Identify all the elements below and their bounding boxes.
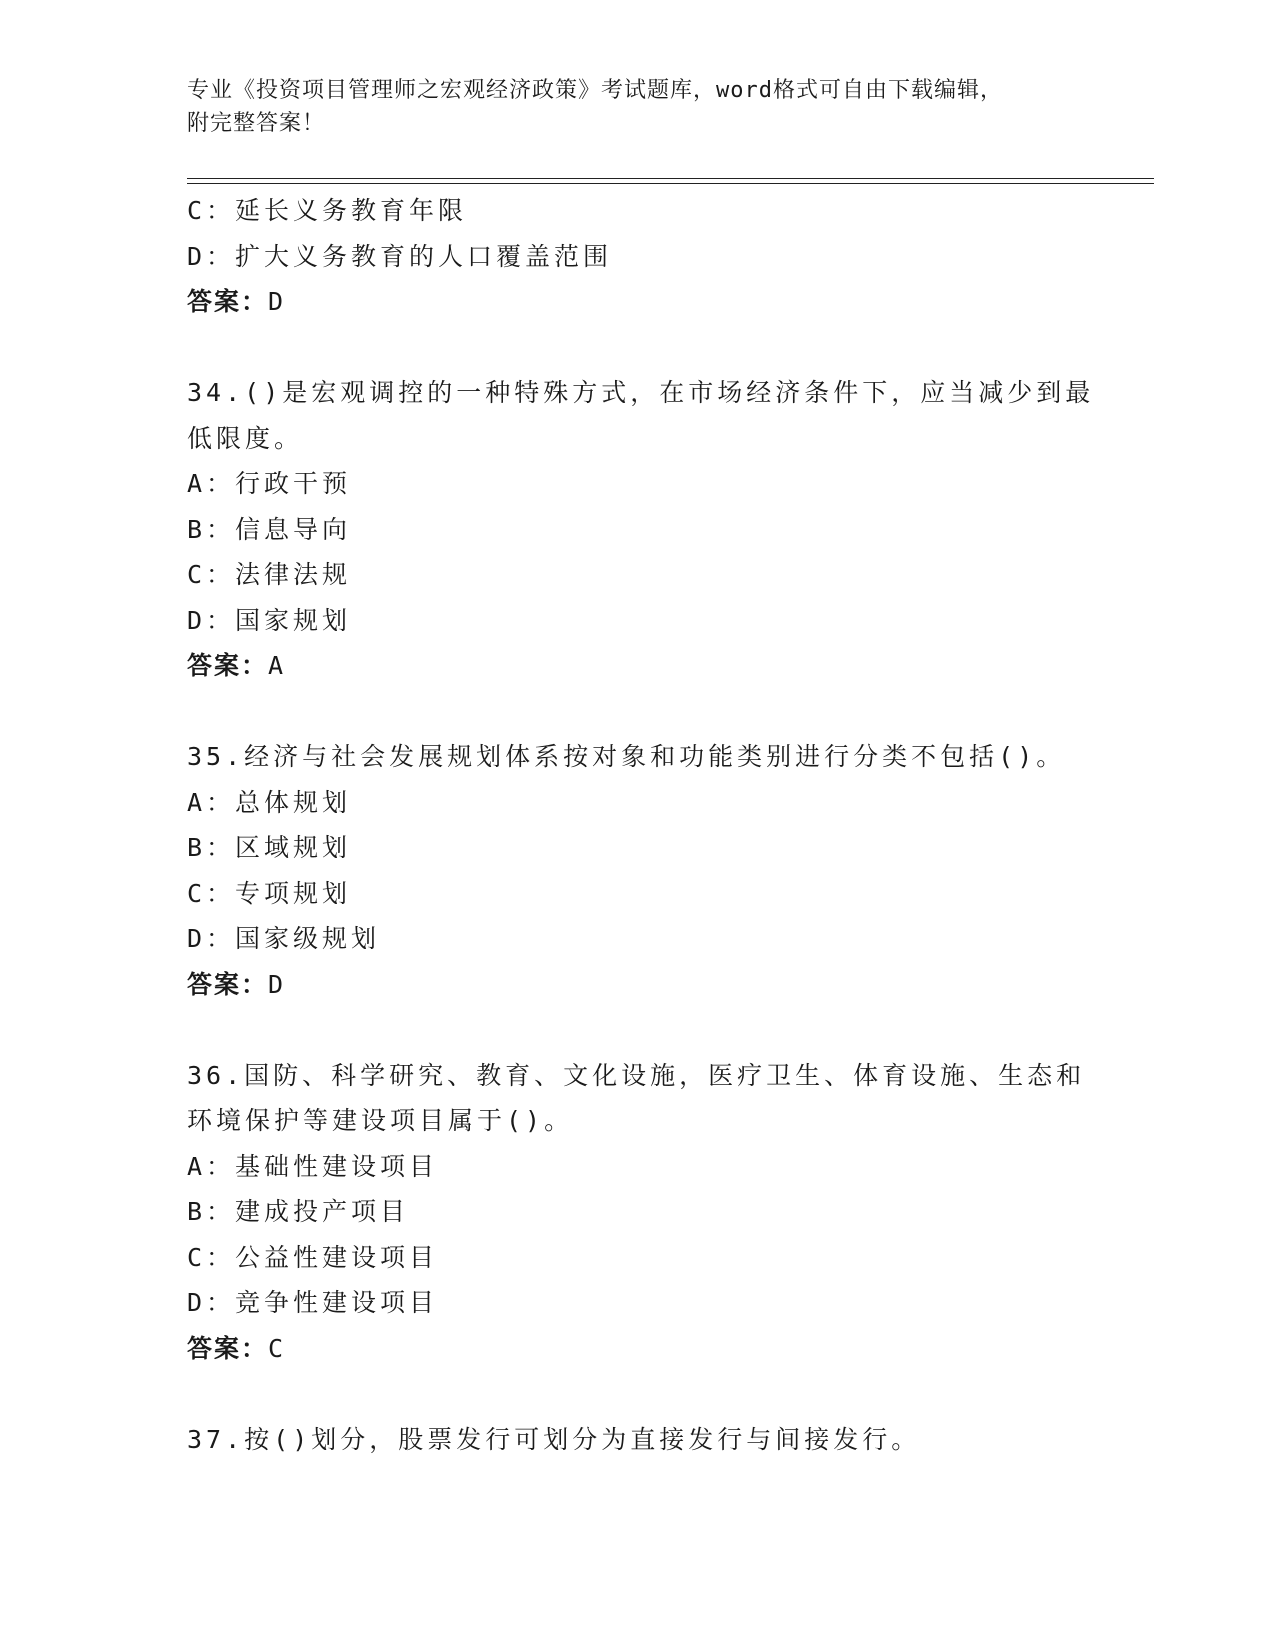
question-stem: 34.()是宏观调控的一种特殊方式，在市场经济条件下，应当减少到最	[187, 378, 1095, 407]
option-d: D：国家规划	[187, 605, 352, 635]
option-c: C：法律法规	[187, 560, 352, 589]
spacer	[187, 689, 1087, 735]
question-stem: 37.按()划分，股票发行可划分为直接发行与间接发行。	[187, 1424, 921, 1454]
question-34	[187, 370, 1095, 689]
header-line-2: 附完整答案！	[187, 111, 326, 136]
question-37	[187, 1417, 1087, 1463]
answer-line	[187, 962, 1087, 1008]
option-a: A：基础性建设项目	[187, 1151, 439, 1181]
option-c: C：专项规划	[187, 878, 352, 908]
answer-label: 答案：	[187, 287, 269, 316]
spacer	[187, 1007, 1087, 1053]
answer-value: D	[268, 287, 286, 316]
option-a: A：行政干预	[187, 469, 352, 498]
option-b: B：建成投产项目	[187, 1197, 410, 1226]
document-header	[187, 74, 1087, 140]
option-c: C：公益性建设项目	[187, 1242, 439, 1272]
question-36	[187, 1053, 1087, 1372]
answer-value: C	[268, 1333, 286, 1363]
answer-line	[187, 643, 1087, 689]
answer-line	[187, 1326, 1087, 1372]
question-stem: 36.国防、科学研究、教育、文化设施，医疗卫生、体育设施、生态和	[187, 1060, 1086, 1090]
answer-value: A	[268, 651, 286, 680]
option-d: D：国家级规划	[187, 924, 381, 953]
answer-line	[187, 279, 1087, 325]
question-35	[187, 734, 1087, 1007]
option-b: B：区域规划	[187, 833, 352, 862]
question-stem-continued: 低限度。	[187, 423, 304, 453]
header-divider-top	[187, 178, 1154, 179]
option-c: C：延长义务教育年限	[187, 196, 468, 225]
header-line-1: 专业《投资项目管理师之宏观经济政策》考试题库，word格式可自由下载编辑，	[187, 78, 1003, 103]
answer-label: 答案：	[187, 651, 269, 680]
question-stem: 35.经济与社会发展规划体系按对象和功能类别进行分类不包括()。	[187, 742, 1066, 771]
spacer	[187, 325, 1087, 371]
answer-label: 答案：	[187, 1333, 269, 1363]
spacer	[187, 1371, 1087, 1417]
header-divider-bottom	[187, 183, 1154, 184]
answer-label: 答案：	[187, 969, 269, 999]
question-list	[187, 188, 1095, 1462]
option-d: D：扩大义务教育的人口覆盖范围	[187, 241, 613, 271]
question-stem-continued: 环境保护等建设项目属于()。	[187, 1106, 574, 1135]
option-a: A：总体规划	[187, 787, 352, 817]
option-b: B：信息导向	[187, 514, 352, 544]
option-d: D：竞争性建设项目	[187, 1288, 439, 1317]
answer-value: D	[268, 969, 286, 999]
